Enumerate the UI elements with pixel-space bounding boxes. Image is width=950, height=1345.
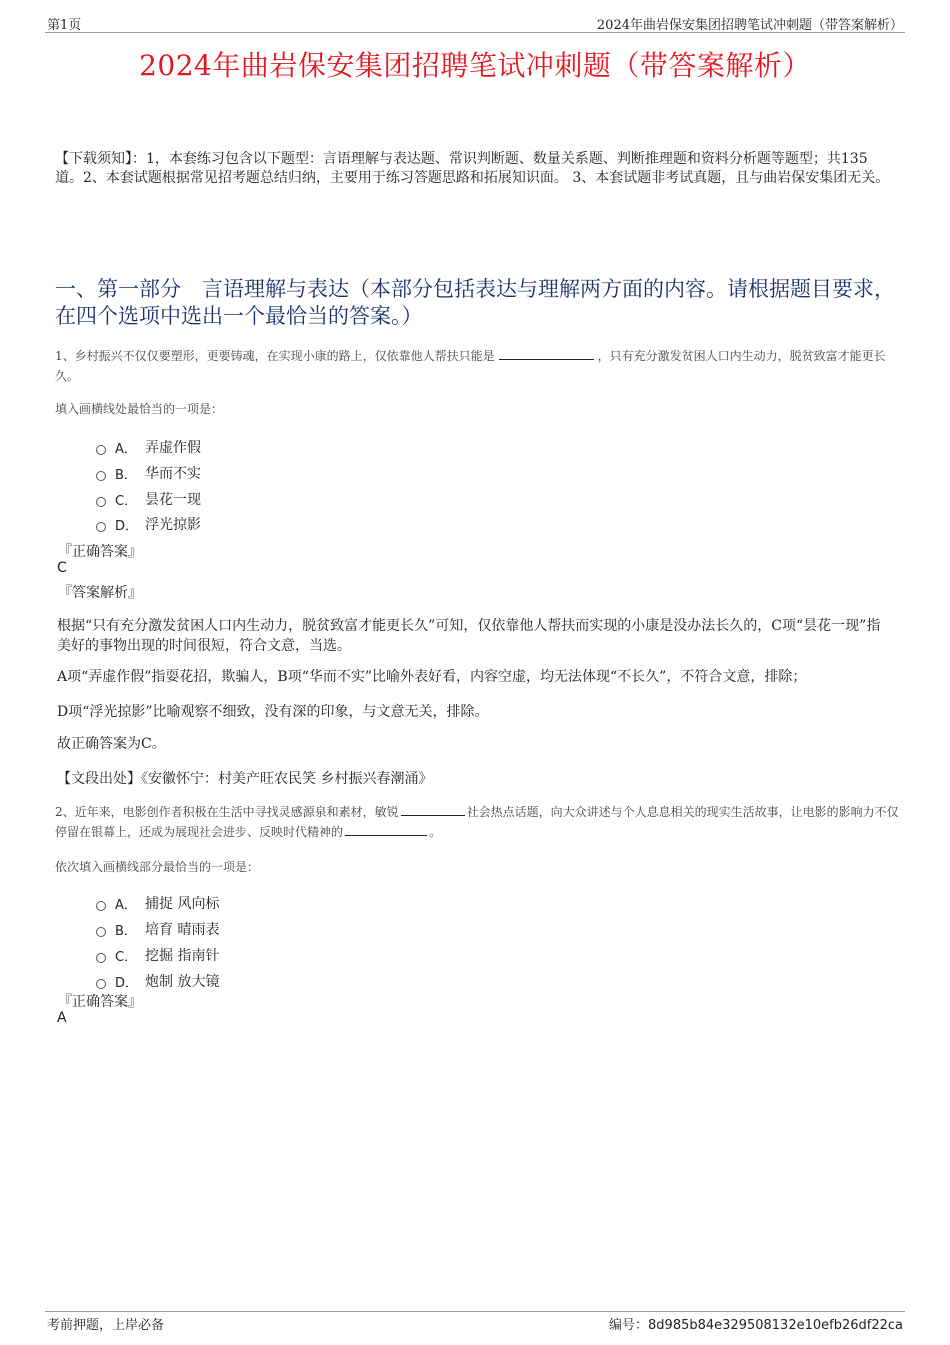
option-text: 炮制 放大镜	[145, 974, 220, 990]
option-letter: C．	[115, 949, 138, 965]
footer-divider	[45, 1311, 905, 1312]
question-2-stem	[55, 802, 900, 842]
radio-icon[interactable]	[96, 927, 106, 937]
question-1-stem	[55, 346, 900, 386]
analysis-paragraph-4: 故正确答案为C。	[57, 736, 166, 752]
option-text: 浮光掠影	[145, 517, 201, 533]
option-text: 弄虚作假	[145, 440, 201, 456]
radio-icon[interactable]	[96, 901, 106, 911]
fill-blank	[345, 822, 427, 836]
option-letter: A．	[115, 441, 137, 457]
question-1-option-d[interactable]	[96, 514, 201, 534]
question-2-text-c: 。	[429, 825, 442, 839]
question-2-option-b[interactable]	[96, 919, 219, 939]
running-title: 2024年曲岩保安集团招聘笔试冲刺题（带答案解析）	[596, 18, 903, 33]
option-letter: D．	[115, 975, 139, 991]
option-letter: B．	[115, 467, 137, 483]
question-1-text-after: ，只有充分激发贫困人口内生动力，脱贫致富才能更长久。	[55, 349, 886, 383]
answer-label: 『正确答案』	[58, 994, 142, 1010]
question-1-option-a[interactable]	[96, 437, 201, 457]
analysis-label: 『答案解析』	[58, 585, 142, 601]
option-letter: B．	[115, 923, 137, 939]
section-heading: 一、第一部分 言语理解与表达（本部分包括表达与理解两方面的内容。请根据题目要求，在四个选项中选出一个最恰当的答案。）	[55, 277, 895, 328]
source-citation: 【文段出处】《安徽怀宁：村美产旺农民笑 乡村振兴春潮涌》	[57, 771, 433, 787]
question-2-option-a[interactable]	[96, 893, 219, 913]
document-title: 2024年曲岩保安集团招聘笔试冲刺题（带答案解析）	[139, 49, 811, 82]
radio-icon[interactable]	[96, 953, 106, 963]
document-code	[609, 1314, 903, 1333]
radio-icon[interactable]	[96, 471, 106, 481]
option-text: 捕捉 风向标	[145, 896, 220, 912]
answer-value: A	[57, 1010, 67, 1026]
question-2-text-b: 社会热点话题，向大众讲述与个人息息相关的现实生活故事，让电影的影响力不仅停留在银幕上，还成为展现社会进步、反映时代精神的	[55, 805, 899, 839]
option-text: 华而不实	[145, 466, 201, 482]
page-number: 第1页	[47, 18, 82, 33]
option-letter: D．	[115, 518, 139, 534]
code-label: 编号：	[609, 1318, 649, 1333]
option-text: 挖掘 指南针	[145, 948, 220, 964]
question-2-text-a: 2、近年来，电影创作者积极在生活中寻找灵感源泉和素材，敏锐	[55, 805, 399, 819]
question-2-prompt: 依次填入画横线部分最恰当的一项是：	[55, 860, 260, 874]
analysis-paragraph-3: D项“浮光掠影”比喻观察不细致，没有深的印象，与文意无关，排除。	[57, 704, 489, 720]
code-value: 8d985b84e329508132e10efb26df22ca	[648, 1318, 903, 1333]
radio-icon[interactable]	[96, 497, 106, 507]
footer-slogan: 考前押题，上岸必备	[47, 1318, 165, 1333]
header-divider	[45, 32, 905, 33]
analysis-paragraph-1: 根据“只有充分激发贫困人口内生动力，脱贫致富才能更长久”可知，仅依靠他人帮扶而实现的小康是没办法长久的，C项“昙花一现”指美好的事物出现的时间很短，符合文意，当选。	[57, 618, 881, 654]
option-text: 昙花一现	[145, 492, 201, 508]
option-letter: A．	[115, 897, 137, 913]
radio-icon[interactable]	[96, 445, 106, 455]
download-notice: 【下载须知】：1，本套练习包含以下题型：言语理解与表达题、常识判断题、数量关系题、判断推理题和资料分析题等题型；共135道。2、本套试题根据常见招考题总结归纳，主要用于练习答题思路和拓展知识面。 3、本套试题非考试真题，且与曲岩保安集团无关。	[55, 151, 890, 186]
answer-label: 『正确答案』	[58, 544, 142, 560]
question-1-prompt: 填入画横线处最恰当的一项是：	[55, 402, 224, 416]
option-letter: C．	[115, 493, 138, 509]
question-1-text-before: 1、乡村振兴不仅仅要塑形，更要铸魂，在实现小康的路上，仅依靠他人帮扶只能是	[55, 349, 495, 363]
question-1-option-b[interactable]	[96, 463, 201, 483]
question-2-option-d[interactable]	[96, 971, 219, 991]
fill-blank	[499, 346, 594, 360]
question-2-option-c[interactable]	[96, 945, 219, 965]
analysis-paragraph-2: A项“弄虚作假”指耍花招，欺骗人，B项“华而不实”比喻外表好看，内容空虚，均无法体现“不长久”，不符合文意，排除；	[57, 669, 807, 685]
question-1-option-c[interactable]	[96, 489, 201, 509]
radio-icon[interactable]	[96, 979, 106, 989]
radio-icon[interactable]	[96, 522, 106, 532]
fill-blank	[401, 802, 465, 816]
option-text: 培育 晴雨表	[145, 922, 220, 938]
answer-value: C	[57, 560, 67, 576]
